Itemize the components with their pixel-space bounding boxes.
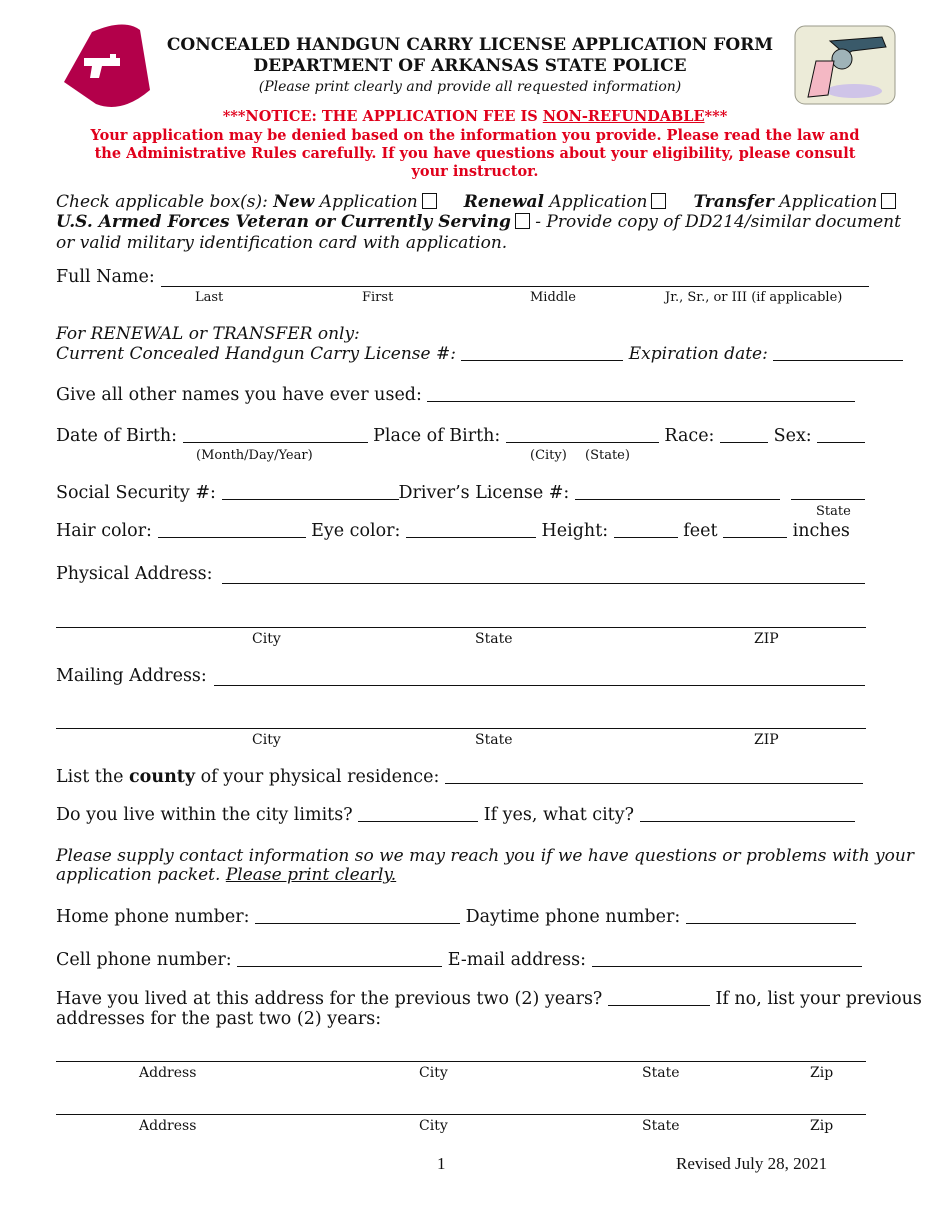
caption-phys-city: City: [252, 631, 281, 647]
caption-birth-city: (City): [530, 448, 567, 463]
state-police-logo: [62, 24, 152, 110]
mailing-address-field[interactable]: [214, 685, 865, 686]
department-title: DEPARTMENT OF ARKANSAS STATE POLICE: [253, 56, 687, 76]
prev-address-line-2[interactable]: [56, 1114, 866, 1115]
height-feet-field[interactable]: [614, 522, 678, 538]
caption-phys-state: State: [475, 631, 513, 647]
caption-prev-address-1: Address: [139, 1065, 197, 1081]
caption-prev-zip-2: Zip: [810, 1118, 834, 1134]
physical-address-label: Physical Address:: [56, 564, 213, 584]
expiration-date-field[interactable]: [773, 345, 903, 361]
physical-address-field[interactable]: [222, 583, 865, 584]
contact-note-1: Please supply contact information so we may reach you if we have questions or problems with your: [56, 846, 914, 866]
eye-color-field[interactable]: [406, 522, 536, 538]
contact-note-2: application packet. Please print clearly.: [56, 865, 397, 885]
county-field[interactable]: [445, 768, 863, 784]
caption-prev-address-2: Address: [139, 1118, 197, 1134]
two-years-field[interactable]: [608, 990, 710, 1006]
transfer-application-checkbox[interactable]: [881, 193, 896, 209]
physical-desc-row: Hair color: Eye color: Height: feet inches: [56, 521, 850, 541]
county-row: List the county of your physical residence:: [56, 767, 863, 787]
application-type-row: Check applicable box(s): New Application Renewal Application Transfer Application: [56, 192, 896, 212]
prev-address-question: Have you lived at this address for the previous two (2) years? If no, list your previous: [56, 989, 922, 1009]
caption-last: Last: [195, 290, 224, 305]
dl-number-field[interactable]: [575, 484, 780, 500]
sex-field[interactable]: [817, 427, 865, 443]
veteran-checkbox[interactable]: [515, 213, 530, 229]
license-number-field[interactable]: [461, 345, 623, 361]
mailing-address-label: Mailing Address:: [56, 666, 207, 686]
caption-prev-city-1: City: [419, 1065, 448, 1081]
caption-birth-state: (State): [585, 448, 630, 463]
full-name-label: Full Name:: [56, 267, 155, 287]
page-number: 1: [437, 1154, 446, 1173]
email-field[interactable]: [592, 951, 862, 967]
caption-mail-zip: ZIP: [754, 732, 779, 748]
home-phone-field[interactable]: [255, 908, 460, 924]
caption-suffix: Jr., Sr., or III (if applicable): [665, 290, 843, 305]
caption-first: First: [362, 290, 394, 305]
renewal-intro: For RENEWAL or TRANSFER only:: [56, 324, 360, 344]
form-title: CONCEALED HANDGUN CARRY LICENSE APPLICATION FORM: [166, 35, 774, 55]
prev-address-line-1[interactable]: [56, 1061, 866, 1062]
caption-prev-state-2: State: [642, 1118, 680, 1134]
caption-mdy: (Month/Day/Year): [196, 448, 313, 463]
notice-line-1: ***NOTICE: THE APPLICATION FEE IS NON-REFUNDABLE***: [222, 108, 728, 125]
cell-email-row: Cell phone number: E-mail address:: [56, 950, 862, 970]
city-limits-field[interactable]: [358, 806, 478, 822]
city-limits-row: Do you live within the city limits? If yes, what city?: [56, 805, 855, 825]
dob-field[interactable]: [183, 427, 368, 443]
notice-line-4: your instructor.: [411, 163, 539, 180]
birth-row: Date of Birth: Place of Birth: Race: Sex:: [56, 426, 865, 446]
full-name-field[interactable]: [161, 286, 869, 287]
id-row: Social Security #: Driver’s License #:: [56, 483, 865, 503]
caption-prev-state-1: State: [642, 1065, 680, 1081]
race-field[interactable]: [720, 427, 768, 443]
ssn-field[interactable]: [222, 484, 399, 500]
mailing-address-line-2[interactable]: [56, 728, 866, 729]
renewal-application-checkbox[interactable]: [651, 193, 666, 209]
other-names-field[interactable]: [427, 386, 855, 402]
physical-address-line-2[interactable]: [56, 627, 866, 628]
pob-field[interactable]: [506, 427, 659, 443]
caption-mail-city: City: [252, 732, 281, 748]
caption-mail-state: State: [475, 732, 513, 748]
caption-prev-city-2: City: [419, 1118, 448, 1134]
prev-address-question-2: addresses for the past two (2) years:: [56, 1009, 382, 1029]
notice-line-2: Your application may be denied based on the information you provide. Please read the law and: [90, 127, 860, 144]
veteran-row: U.S. Armed Forces Veteran or Currently Serving - Provide copy of DD214/similar document: [56, 212, 901, 232]
hair-color-field[interactable]: [158, 522, 306, 538]
dl-state-field[interactable]: [791, 484, 865, 500]
daytime-phone-field[interactable]: [686, 908, 856, 924]
caption-prev-zip-1: Zip: [810, 1065, 834, 1081]
revision-date: Revised July 28, 2021: [676, 1154, 828, 1173]
phone-row: Home phone number: Daytime phone number:: [56, 907, 856, 927]
cell-phone-field[interactable]: [237, 951, 442, 967]
veteran-note-2: or valid military identification card with application.: [56, 233, 508, 253]
notice-line-3: the Administrative Rules carefully. If you have questions about your eligibility, please consult: [94, 145, 856, 162]
caption-middle: Middle: [530, 290, 576, 305]
city-name-field[interactable]: [640, 806, 855, 822]
revolver-clipart: [794, 25, 896, 105]
other-names-row: Give all other names you have ever used:: [56, 385, 855, 405]
form-subtitle: (Please print clearly and provide all requested information): [258, 79, 682, 95]
renewal-license-row: Current Concealed Handgun Carry License #: Expiration date:: [56, 344, 903, 364]
height-inches-field[interactable]: [723, 522, 787, 538]
caption-dl-state: State: [816, 504, 851, 519]
caption-phys-zip: ZIP: [754, 631, 779, 647]
new-application-checkbox[interactable]: [422, 193, 437, 209]
